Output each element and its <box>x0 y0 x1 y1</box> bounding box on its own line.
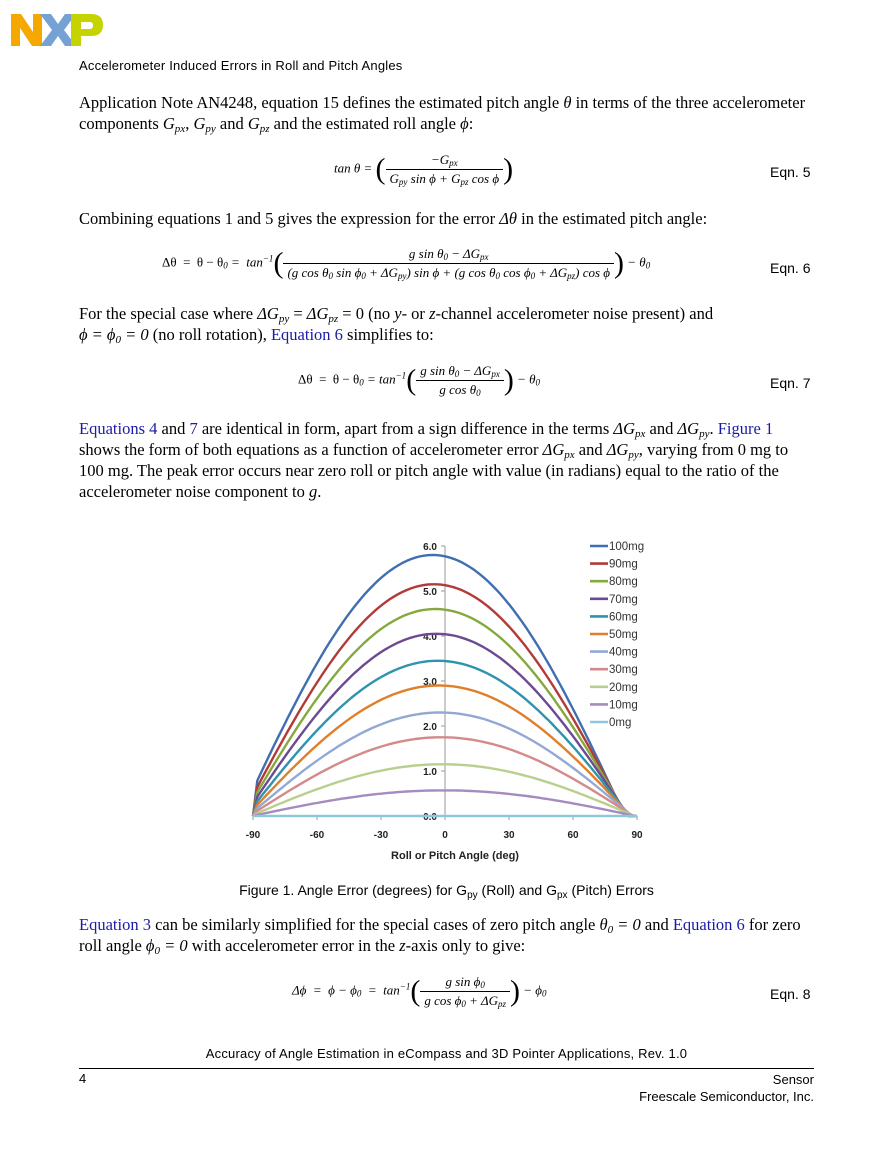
legend-label-0mg: 0mg <box>609 717 632 729</box>
running-header: Accelerometer Induced Errors in Roll and Pitch Angles <box>79 58 403 73</box>
legend-label-90mg: 90mg <box>609 558 638 571</box>
x-axis-label: Roll or Pitch Angle (deg) <box>391 850 519 862</box>
legend-label-40mg: 40mg <box>609 646 638 659</box>
equation-5: tan θ = ( $\frac{-G_{px}}{G_{py} \sin \phi + G_{pz} \cos \phi}$ ) <box>334 152 514 187</box>
nxp-logo <box>11 12 103 48</box>
x-tick-label: 30 <box>503 830 515 841</box>
paragraph-combining: Combining equations 1 and 5 gives the expression for the error Δθ in the estimated pitch angle: <box>79 209 708 228</box>
eqn-7-label: Eqn. 7 <box>770 375 811 391</box>
legend-label-50mg: 50mg <box>609 629 638 641</box>
y-tick-label: 0.0 <box>423 812 437 823</box>
paragraph-figure-explanation: Equations 4 and 7 are identical in form, apart from a sign difference in the terms $\Delta G_{px}$ and $\Delta G_{py}$. Figure 1 shows the form of both equations as a function of accelerometer error $\Delta G_{px}$ and $\Delta G_{py}$, varying from 0 mg to 100 mg. The peak error occurs near zero roll or pitch angle with value (in radians) equal to the ratio of the accelerometer noise component to g. <box>79 419 789 501</box>
x-tick-label: -90 <box>245 830 261 841</box>
legend-label-60mg: 60mg <box>609 611 638 624</box>
y-tick-label: 3.0 <box>423 677 437 688</box>
footer-document-title: Accuracy of Angle Estimation in eCompass and 3D Pointer Applications, Rev. 1.0 <box>205 1046 688 1061</box>
footer-company-name: Freescale Semiconductor, Inc. <box>639 1089 814 1104</box>
equation-7: $\Delta\theta = \theta - \theta_0 = \tan^{-1}$( $\frac{g \sin \theta_0 - \Delta G_{px}}{g \cos \theta_0}$ ) − $\theta_0$ <box>298 363 540 398</box>
x-tick-label: 0 <box>442 830 448 841</box>
x-tick-label: -60 <box>309 830 325 841</box>
y-tick-label: 2.0 <box>423 722 437 733</box>
paragraph-roll-simplification: Equation 3 can be similarly simplified for the special cases of zero pitch angle $\theta_0 = 0$ and Equation 6 for zero roll angle $\phi_0 = 0$ with accelerometer error in the z-axis only to give: <box>79 915 801 957</box>
figure-1-caption: Figure 1. Angle Error (degrees) for $G_{py}$ (Roll) and $G_{px}$ (Pitch) Errors <box>239 882 654 901</box>
legend-label-100mg: 100mg <box>609 541 645 553</box>
link-equations-4[interactable]: Equations 4 <box>79 419 158 438</box>
footer-section: Sensor <box>772 1072 814 1087</box>
legend-label-30mg: 30mg <box>609 664 638 677</box>
equation-8: $\Delta\phi = \phi - \phi_0 = \tan^{-1}$( $\frac{g \sin \phi_0}{g \cos \phi_0 + \Delta G_{pz}}$ ) − $\phi_0$ <box>292 974 547 1009</box>
x-tick-label: 90 <box>631 830 643 841</box>
eqn-6-label: Eqn. 6 <box>770 260 811 276</box>
y-tick-label: 5.0 <box>423 587 437 598</box>
angle-error-chart <box>235 533 665 868</box>
footer-company <box>639 1071 814 1105</box>
paragraph-special-case: For the special case where $\Delta G_{py} = \Delta G_{pz} = 0$ (no y- or z-channel accelerometer noise present) and $\phi = \phi_0 = 0$ (no roll rotation), Equation 6 simplifies to: <box>79 304 714 346</box>
y-tick-label: 1.0 <box>423 767 437 778</box>
eqn-8-label: Eqn. 8 <box>770 986 811 1002</box>
legend-label-10mg: 10mg <box>609 699 638 712</box>
x-tick-label: -30 <box>373 830 389 841</box>
x-tick-label: 60 <box>567 830 579 841</box>
link-equation-6[interactable]: Equation 6 <box>270 325 343 344</box>
legend-label-70mg: 70mg <box>609 593 638 606</box>
footer-divider <box>79 1068 814 1069</box>
y-tick-label: 6.0 <box>423 542 437 553</box>
link-equation-6-b[interactable]: Equation 6 <box>672 915 745 934</box>
y-tick-label: 4.0 <box>423 632 437 643</box>
link-equation-3[interactable]: Equation 3 <box>79 915 151 934</box>
legend-label-80mg: 80mg <box>609 576 638 589</box>
legend-label-20mg: 20mg <box>609 681 638 694</box>
equation-6: $\Delta\theta = \theta - \theta_0 = \tan^{-1}$( g $\sin \theta_0 - \Delta G_{px}$ (g $\cos \theta_0$ $\sin \phi_0 + \Delta G_{py}$) sin ϕ + (g $\cos \theta_0$ $\cos \phi_0 + \Delta G_{pz}$) cos ϕ ) − $\theta_0$ <box>162 246 651 281</box>
eqn-5-label: Eqn. 5 <box>770 164 811 180</box>
link-figure-1[interactable]: Figure 1 <box>717 419 774 438</box>
paragraph-pitch-definition: Application Note AN4248, equation 15 defines the estimated pitch angle θ in terms of the three accelerometer components $G_{px}$, $G_{py}$ and $G_{pz}$ and the estimated roll angle ϕ: <box>79 93 806 135</box>
link-equation-7[interactable]: 7 <box>189 419 198 438</box>
page-number: 4 <box>79 1071 87 1086</box>
